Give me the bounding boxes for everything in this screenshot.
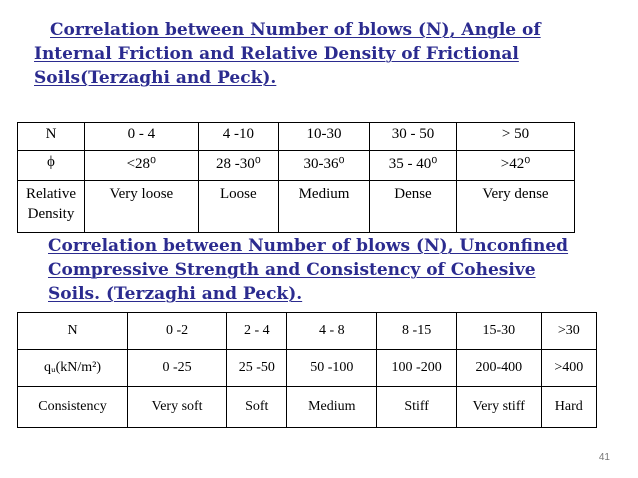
table-cell: >30 bbox=[541, 313, 596, 350]
table-cell: 28 -30⁰ bbox=[198, 151, 278, 181]
table-cell: Dense bbox=[370, 181, 457, 233]
table-cell: ϕ bbox=[18, 151, 85, 181]
table-cell: Very soft bbox=[128, 387, 227, 428]
table-cell: Medium bbox=[287, 387, 377, 428]
table-cell: 8 -15 bbox=[377, 313, 457, 350]
heading-line: Soils. (Terzaghi and Peck). bbox=[48, 284, 303, 304]
table-row bbox=[18, 350, 597, 387]
table-cell: >400 bbox=[541, 350, 596, 387]
table-cell: 100 -200 bbox=[377, 350, 457, 387]
table-row bbox=[18, 151, 575, 181]
table-cell: N bbox=[18, 313, 128, 350]
table-row bbox=[18, 123, 575, 151]
table-cell: Hard bbox=[541, 387, 596, 428]
heading-line: Compressive Strength and Consistency of Cohesive bbox=[48, 260, 536, 280]
table-row bbox=[18, 387, 597, 428]
table-cell: Loose bbox=[198, 181, 278, 233]
table-cell: 0 -2 bbox=[128, 313, 227, 350]
table-cell: 0 -25 bbox=[128, 350, 227, 387]
table-cell: <28⁰ bbox=[85, 151, 199, 181]
heading-cohesive-soils bbox=[48, 234, 568, 306]
heading-frictional-soils bbox=[34, 18, 541, 90]
table-cell: >42⁰ bbox=[456, 151, 574, 181]
frictional-soils-table bbox=[17, 122, 575, 233]
table-cell: 35 - 40⁰ bbox=[370, 151, 457, 181]
table-row bbox=[18, 181, 575, 233]
table-cell: Relative Density bbox=[18, 181, 85, 233]
table-cell: Stiff bbox=[377, 387, 457, 428]
page-number: 41 bbox=[598, 452, 610, 463]
cohesive-soils-table bbox=[17, 312, 597, 428]
heading-line: Correlation between Number of blows (N), Unconfined bbox=[48, 236, 569, 256]
table-cell: N bbox=[18, 123, 85, 151]
table-cell: Very dense bbox=[456, 181, 574, 233]
table-cell: 25 -50 bbox=[227, 350, 287, 387]
heading-line: Soils(Terzaghi and Peck). bbox=[34, 68, 277, 88]
table-cell: qᵤ(kN/m²) bbox=[18, 350, 128, 387]
table-cell: 4 - 8 bbox=[287, 313, 377, 350]
table-cell: Medium bbox=[279, 181, 370, 233]
table-cell: Very loose bbox=[85, 181, 199, 233]
table-cell: > 50 bbox=[456, 123, 574, 151]
heading-line: Internal Friction and Relative Density of Frictional bbox=[34, 44, 519, 64]
table-cell: 15-30 bbox=[456, 313, 541, 350]
table-cell: Soft bbox=[227, 387, 287, 428]
table-cell: 50 -100 bbox=[287, 350, 377, 387]
table-cell: 10-30 bbox=[279, 123, 370, 151]
table-cell: Consistency bbox=[18, 387, 128, 428]
table-cell: 2 - 4 bbox=[227, 313, 287, 350]
table-cell: 30 - 50 bbox=[370, 123, 457, 151]
table-cell: 30-36⁰ bbox=[279, 151, 370, 181]
table-row bbox=[18, 313, 597, 350]
table-cell: 0 - 4 bbox=[85, 123, 199, 151]
heading-line: Correlation between Number of blows (N), Angle of bbox=[50, 20, 541, 40]
table-cell: 200-400 bbox=[456, 350, 541, 387]
table-cell: 4 -10 bbox=[198, 123, 278, 151]
table-cell: Very stiff bbox=[456, 387, 541, 428]
